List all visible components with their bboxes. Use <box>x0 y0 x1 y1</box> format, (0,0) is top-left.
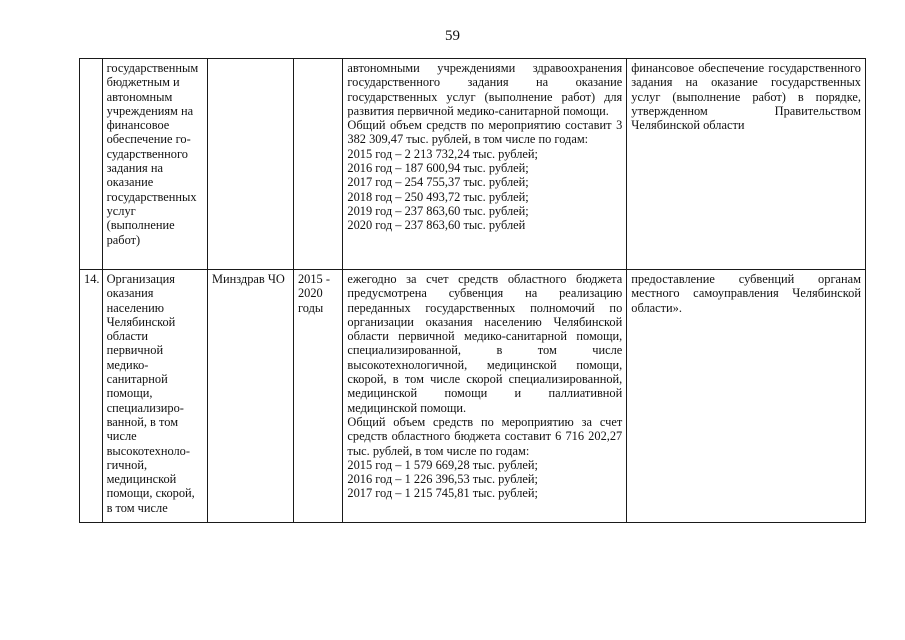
measure-name-line: в том числе <box>106 500 168 515</box>
measures-table <box>79 58 866 523</box>
result-text: предоставление субвенций органам местного самоуправления Челябинской области». <box>631 272 861 315</box>
year-amount: 2016 год – 1 226 396,53 тыс. рублей; <box>347 472 538 487</box>
year-amount: 2015 год – 1 579 669,28 тыс. рублей; <box>347 457 538 472</box>
measure-name-line: первичной <box>106 343 164 358</box>
term-cell: 2015 - 2020 годы <box>293 270 342 523</box>
measure-name-line: гичной, <box>106 457 148 472</box>
measure-name-line: задания на <box>106 161 163 176</box>
measure-name-line: государственным <box>106 61 199 75</box>
result-cell <box>627 270 866 523</box>
term-cell <box>293 59 342 270</box>
measure-name-cell <box>102 270 207 523</box>
executor-cell <box>207 59 293 270</box>
measure-name-cell <box>102 59 207 270</box>
measure-name-line: бюджетным и <box>106 75 180 90</box>
measure-name-line: области <box>106 329 148 344</box>
description-cell <box>343 270 627 523</box>
measure-name-line: услуг <box>106 203 136 218</box>
measure-name-line: автономным <box>106 89 173 104</box>
page-number: 59 <box>445 28 460 44</box>
measure-name-line: специализиро- <box>106 400 184 415</box>
measure-name-line: Челябинской <box>106 314 176 329</box>
measure-name-line: сударственного <box>106 146 188 161</box>
total-amount-text: Общий объем средств по мероприятию составит 3 382 309,47 тыс. рублей, в том числе по годам: <box>347 118 623 147</box>
table-row <box>80 59 866 270</box>
measure-name-line: оказание <box>106 175 154 190</box>
result-text: финансовое обеспечение государственного задания на оказание государственных услуг (выполнение работ) в порядке, утвержденном Правительством Челябинской области <box>631 61 861 133</box>
measure-name-line: медицинской <box>106 472 177 487</box>
year-amount: 2017 год – 254 755,37 тыс. рублей; <box>347 175 529 190</box>
measure-name-line: санитарной <box>106 372 168 387</box>
measure-name-line: помощи, <box>106 386 153 401</box>
measure-name-line: населению <box>106 300 165 315</box>
year-amount: 2015 год – 2 213 732,24 тыс. рублей; <box>347 146 538 161</box>
table-row <box>80 270 866 523</box>
description-cell <box>343 59 627 270</box>
year-amount: 2019 год – 237 863,60 тыс. рублей; <box>347 203 529 218</box>
measure-name-line: Организация <box>106 272 175 286</box>
measure-name-line: обеспечение го- <box>106 132 191 147</box>
measure-name-line: помощи, скорой, <box>106 486 195 501</box>
total-amount-text: Общий объем средств по мероприятию за счет средств областного бюджета составит 6 716 202,27 тыс. рублей, в том числе по годам: <box>347 414 623 458</box>
measure-name-line: финансовое <box>106 118 170 133</box>
result-cell <box>627 59 866 270</box>
year-amount: 2016 год – 187 600,94 тыс. рублей; <box>347 161 529 176</box>
row-number-cell <box>80 59 103 270</box>
row-number-cell: 14. <box>80 270 103 523</box>
measure-name-line: учреждениям на <box>106 103 194 118</box>
description-text: ежегодно за счет средств областного бюджета предусмотрена субвенция на реализацию переданных государственных полномочий по организации оказания населению Челябинской области первичной медико-санитарной помощи, специализированной, в том числе высокотехнологичной, медицинской помощи, скорой, в том числе скорой специализированной, медицинской помощи и паллиативной медицинской помощи. <box>347 272 623 415</box>
measure-name-line: (выполнение <box>106 218 175 233</box>
year-amount: 2017 год – 1 215 745,81 тыс. рублей; <box>347 486 538 501</box>
executor-cell: Минздрав ЧО <box>207 270 293 523</box>
measure-name-line: медико- <box>106 357 149 372</box>
measure-name-line: высокотехноло- <box>106 443 190 458</box>
measure-name-line: числе <box>106 429 137 444</box>
measure-name-line: оказания <box>106 286 154 301</box>
year-amount: 2020 год – 237 863,60 тыс. рублей <box>347 218 526 233</box>
measure-name-line: работ) <box>106 232 141 247</box>
measure-name-line: государственных <box>106 189 197 204</box>
measure-name-line: ванной, в том <box>106 414 179 429</box>
description-text: автономными учреждениями здравоохранения государственного задания на оказание государственных услуг (выполнение работ) для развития первичной медико-санитарной помощи. <box>347 61 623 118</box>
year-amount: 2018 год – 250 493,72 тыс. рублей; <box>347 189 529 204</box>
